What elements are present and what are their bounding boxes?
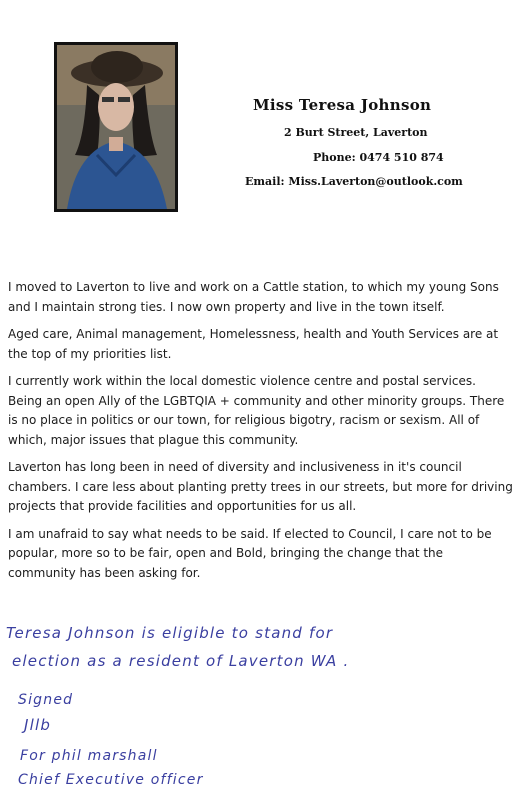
candidate-photo xyxy=(54,42,178,212)
candidate-name: Miss Teresa Johnson xyxy=(253,96,432,114)
candidate-statement xyxy=(8,278,513,591)
statement-paragraph: I moved to Laverton to live and work on a Cattle station, to which my young Sons and I maintain strong ties. I now own property and live in the town itself. xyxy=(8,280,499,314)
candidate-address: 2 Burt Street, Laverton xyxy=(284,126,428,139)
signatory-title: Chief Executive officer xyxy=(18,772,204,788)
candidate-phone: Phone: 0474 510 874 xyxy=(313,151,444,164)
statement-paragraph: I am unafraid to say what needs to be said. If elected to Council, I care not to be popular, more so to be fair, open and Bold, bringing the change that the community has been asking for. xyxy=(8,526,492,580)
candidate-email: Email: Miss.Laverton@outlook.com xyxy=(245,175,463,188)
signed-label: Signed xyxy=(18,692,74,708)
signature: Jllb xyxy=(24,716,52,734)
portrait-image xyxy=(57,45,175,209)
signatory-name: For phil marshall xyxy=(20,748,158,764)
eligibility-note-line2: election as a resident of Laverton WA . xyxy=(12,652,350,670)
statement-paragraph: Aged care, Animal management, Homelessness, health and Youth Services are at the top of my priorities list. xyxy=(8,327,499,361)
statement-paragraph: Laverton has long been in need of diversity and inclusiveness in it's council chambers. I care less about planting pretty trees in our streets, but more for driving projects that provide facilities and opportunities for us all. xyxy=(8,460,513,513)
eligibility-note-line1: Teresa Johnson is eligible to stand for xyxy=(6,624,334,642)
statement-paragraph: I currently work within the local domestic violence centre and postal services. Being an open Ally of the LGBTQIA + community and other minority groups. There is no place in politics or our town, for religious bigotry, racism or sexism. All of which, major issues that plague this community. xyxy=(8,374,505,447)
